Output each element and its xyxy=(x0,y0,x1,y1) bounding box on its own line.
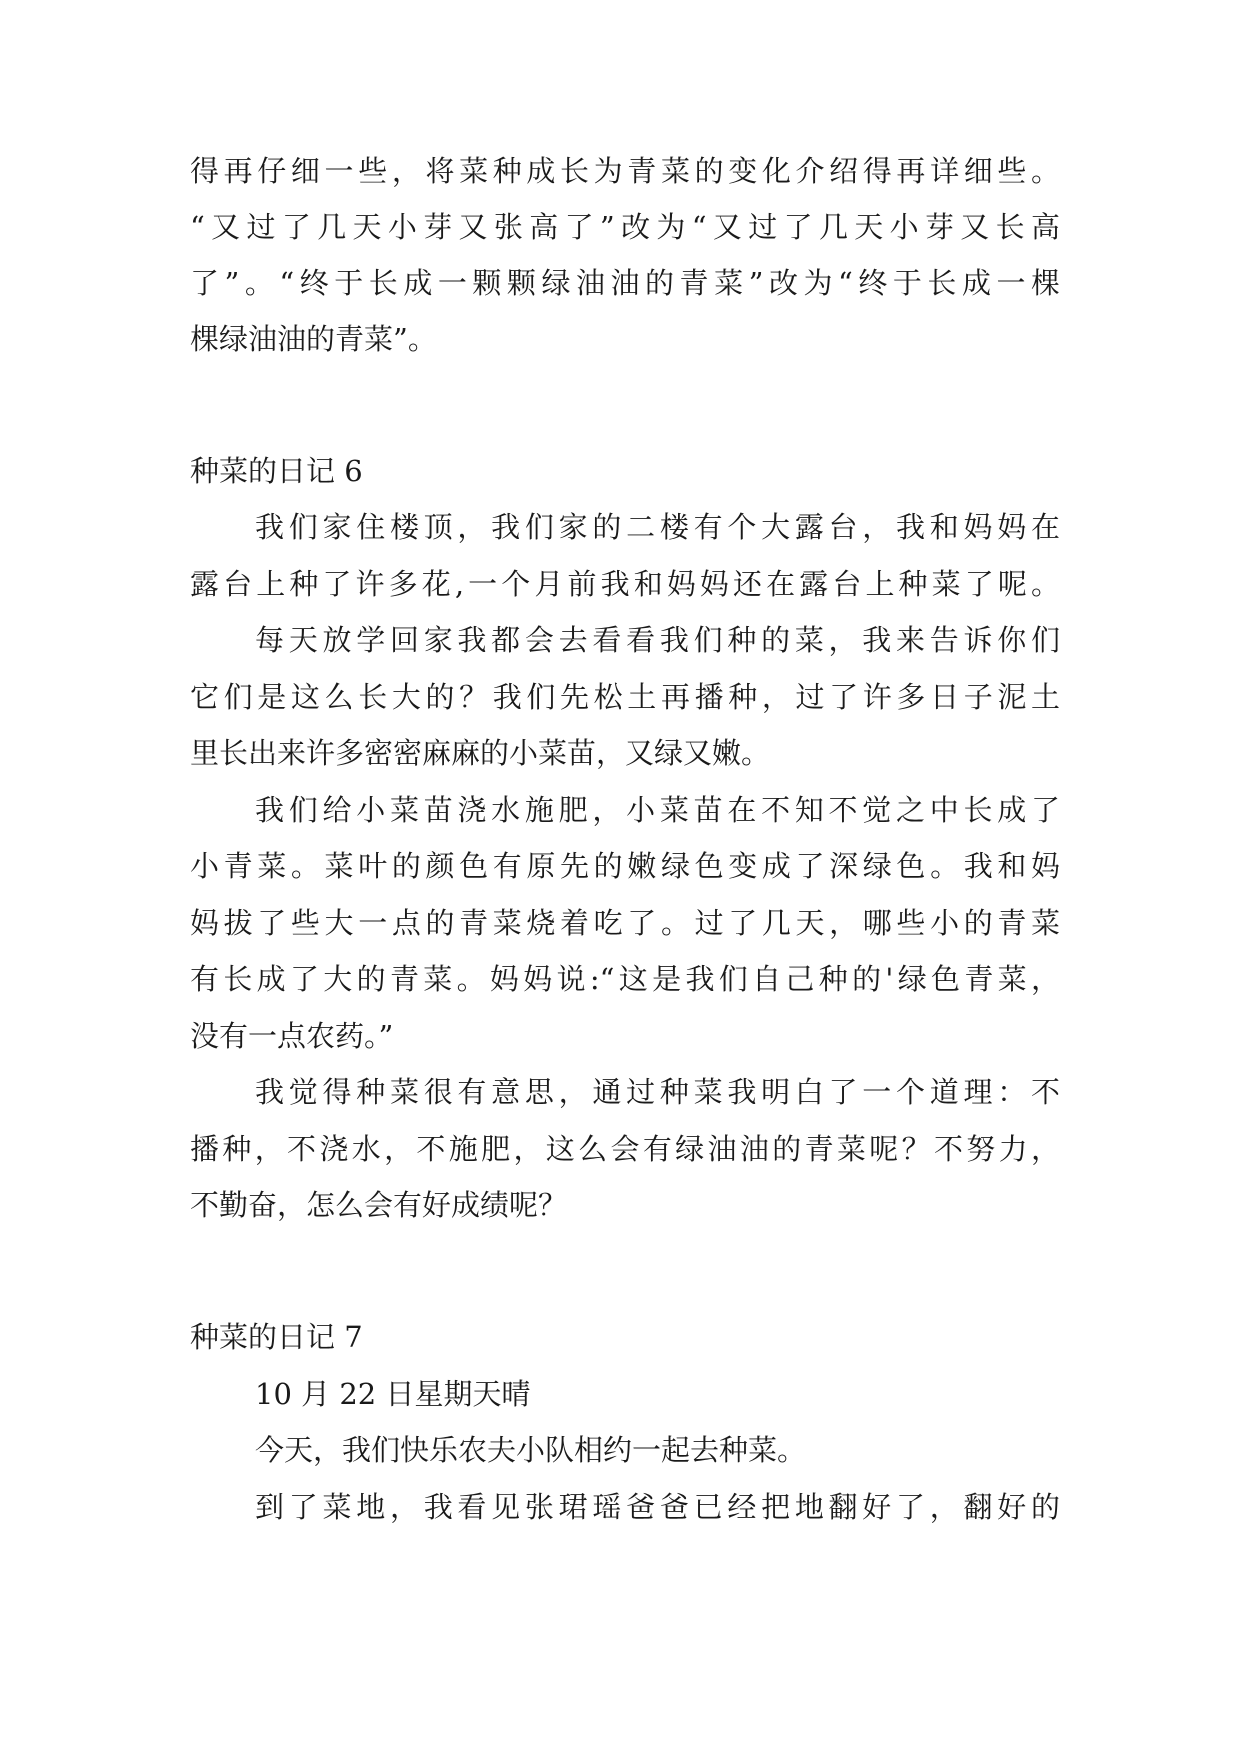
paragraph-line: 露台上种了许多花,一个月前我和妈妈还在露台上种菜了呢。 xyxy=(190,567,1060,601)
paragraph-line: “又过了几天小芽又张高了”改为“又过了几天小芽又长高 xyxy=(190,210,1060,244)
section-heading-diary-7: 种菜的日记 7 xyxy=(190,1320,363,1354)
paragraph-line: 没有一点农药。” xyxy=(190,1019,394,1053)
section-heading-diary-6: 种菜的日记 6 xyxy=(190,454,363,488)
paragraph-line: 小青菜。菜叶的颜色有原先的嫩绿色变成了深绿色。我和妈 xyxy=(190,849,1060,883)
paragraph-line: 我觉得种菜很有意思，通过种菜我明白了一个道理：不 xyxy=(255,1075,1060,1109)
paragraph-line: 我们给小菜苗浇水施肥，小菜苗在不知不觉之中长成了 xyxy=(255,793,1060,827)
paragraph-line: 得再仔细一些，将菜种成长为青菜的变化介绍得再详细些。 xyxy=(190,154,1060,188)
paragraph-line: 不勤奋，怎么会有好成绩呢？ xyxy=(190,1188,568,1222)
paragraph-line: 了”。“终于长成一颗颗绿油油的青菜”改为“终于长成一棵 xyxy=(190,266,1060,300)
paragraph-line: 里长出来许多密密麻麻的小菜苗，又绿又嫩。 xyxy=(190,736,771,770)
date-line: 10 月 22 日星期天晴 xyxy=(255,1377,531,1411)
paragraph-line: 到了菜地，我看见张珺瑶爸爸已经把地翻好了，翻好的 xyxy=(255,1490,1060,1524)
paragraph-line: 播种，不浇水，不施肥，这么会有绿油油的青菜呢？不努力， xyxy=(190,1132,1060,1166)
paragraph-line: 有长成了大的青菜。妈妈说:“这是我们自己种的'绿色青菜， xyxy=(190,962,1060,996)
paragraph-line: 我们家住楼顶，我们家的二楼有个大露台，我和妈妈在 xyxy=(255,510,1060,544)
paragraph-line: 它们是这么长大的？我们先松土再播种，过了许多日子泥土 xyxy=(190,680,1060,714)
paragraph-line: 棵绿油油的青菜”。 xyxy=(190,322,437,356)
paragraph-line: 每天放学回家我都会去看看我们种的菜，我来告诉你们 xyxy=(255,623,1060,657)
paragraph-line: 妈拔了些大一点的青菜烧着吃了。过了几天，哪些小的青菜 xyxy=(190,906,1060,940)
paragraph-line: 今天，我们快乐农夫小队相约一起去种菜。 xyxy=(255,1433,807,1467)
